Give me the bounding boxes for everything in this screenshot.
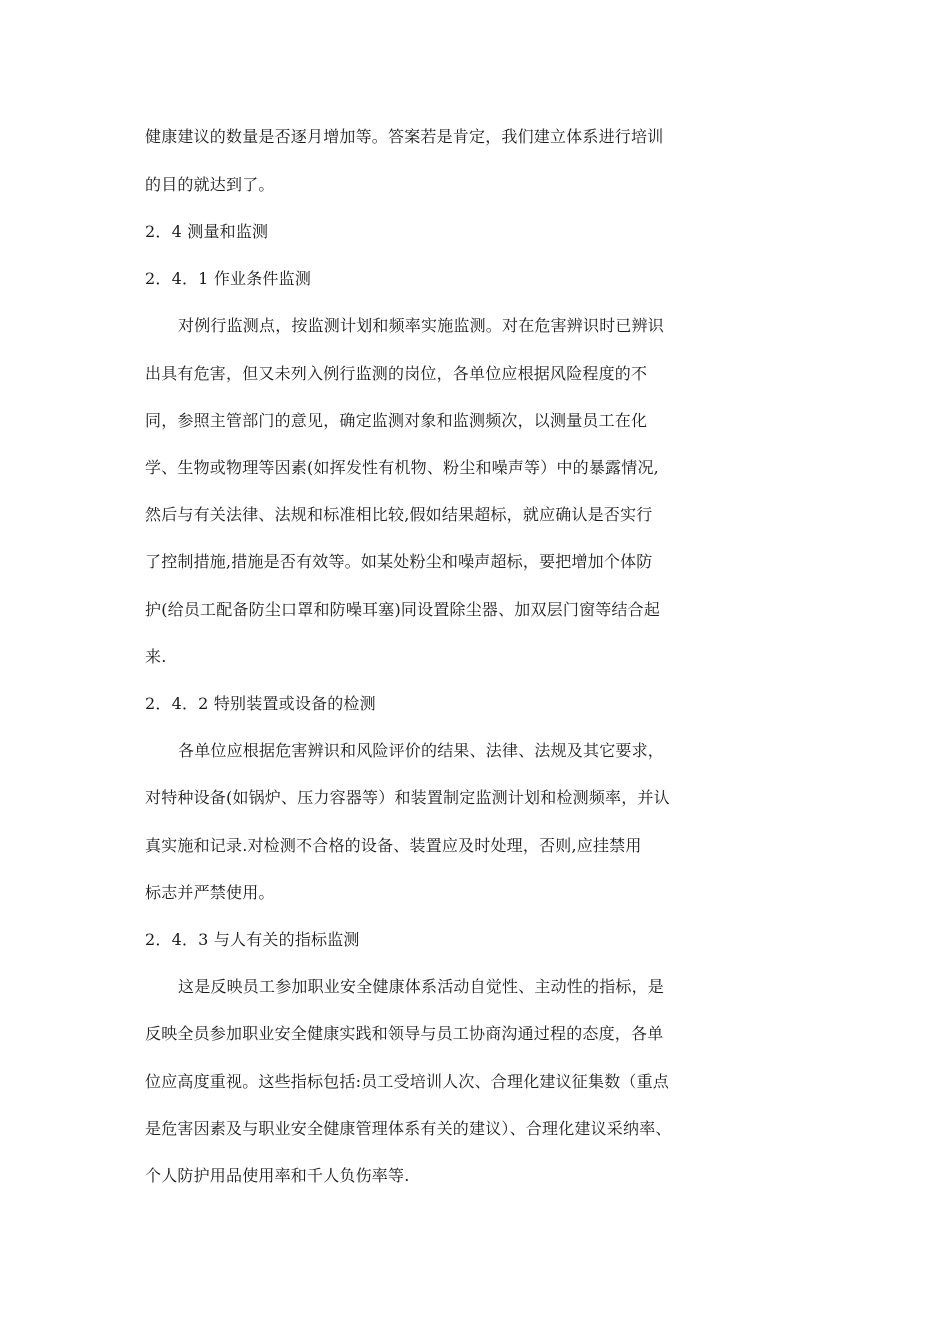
paragraph-line: 个人防护用品使用率和千人负伤率等. [145, 1166, 410, 1185]
paragraph-line: 学、生物或物理等因素(如挥发性有机物、粉尘和噪声等）中的暴露情况, [145, 458, 659, 477]
subsection-heading: 2．4．2 特别装置或设备的检测 [145, 694, 376, 713]
subsection-heading: 2．4．1 作业条件监测 [145, 269, 312, 288]
paragraph-line: 然后与有关法律、法规和标准相比较,假如结果超标，就应确认是否实行 [145, 505, 653, 524]
paragraph-line: 对例行监测点，按监测计划和频率实施监测。对在危害辨识时已辨识 [178, 316, 665, 335]
section-heading: 2．4 测量和监测 [145, 222, 269, 241]
paragraph-line: 出具有危害，但又未列入例行监测的岗位，各单位应根据风险程度的不 [145, 364, 648, 383]
paragraph-line: 真实施和记录.对检测不合格的设备、装置应及时处理，否则,应挂禁用 [145, 836, 642, 855]
paragraph-line: 同，参照主管部门的意见，确定监测对象和监测频次，以测量员工在化 [145, 411, 648, 430]
paragraph-line: 这是反映员工参加职业安全健康体系活动自觉性、主动性的指标，是 [178, 977, 665, 996]
paragraph-line: 健康建议的数量是否逐月增加等。答案若是肯定，我们建立体系进行培训 [145, 127, 664, 146]
paragraph-line: 标志并严禁使用。 [145, 883, 275, 902]
paragraph-line: 反映全员参加职业安全健康实践和领导与员工协商沟通过程的态度，各单 [145, 1024, 664, 1043]
paragraph-line: 位应高度重视。这些指标包括:员工受培训人次、合理化建议征集数（重点 [145, 1072, 669, 1091]
paragraph-line: 了控制措施,措施是否有效等。如某处粉尘和噪声超标，要把增加个体防 [145, 552, 653, 571]
paragraph-line: 是危害因素及与职业安全健康管理体系有关的建议）、合理化建议采纳率、 [145, 1119, 672, 1138]
paragraph-line: 护(给员工配备防尘口罩和防噪耳塞)同设置除尘器、加双层门窗等结合起 [145, 600, 661, 619]
paragraph-line: 来. [145, 647, 167, 666]
subsection-heading: 2．4．3 与人有关的指标监测 [145, 930, 360, 949]
paragraph-line: 对特种设备(如锅炉、压力容器等）和装置制定监测计划和检测频率，并认 [145, 788, 670, 807]
paragraph-line: 的目的就达到了。 [145, 175, 275, 194]
paragraph-line: 各单位应根据危害辨识和风险评价的结果、法律、法规及其它要求， [178, 741, 665, 760]
